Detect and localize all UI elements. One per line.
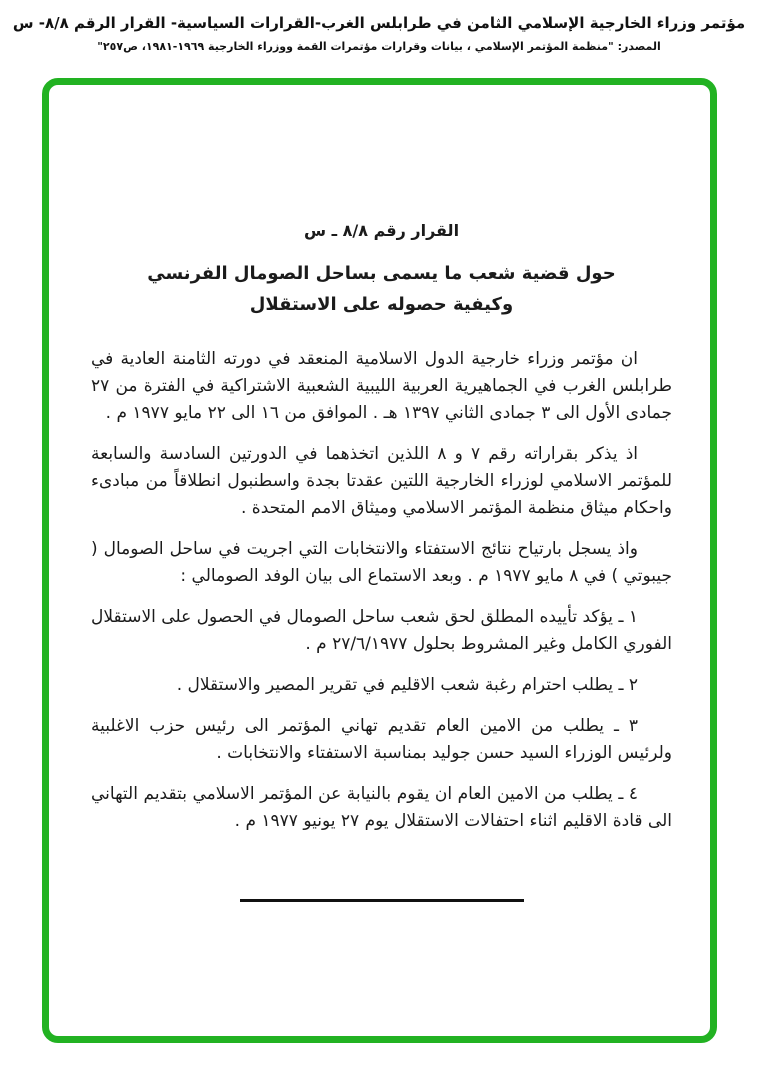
paragraph-preamble-2: اذ يذكر بقراراته رقم ٧ و ٨ اللذين اتخذهما في الدورتين السادسة والسابعة للمؤتمر الاسلامي لوزراء الخارجية اللتين عقدتا بجدة واسطنبول انطلاقاً من مبادىء واحكام ميثاق منظمة المؤتمر الاسلامي وميثاق الامم المتحدة . — [91, 444, 672, 518]
resolution-number: القرار رقم ٨/٨ ـ س — [303, 221, 460, 240]
paragraph-preamble-3: واذ يسجل بارتياح نتائج الاستفتاء والانتخابات التي اجريت في ساحل الصومال ( جيبوتي ) في ٨ مايو ١٩٧٧ م . وبعد الاستماع الى بيان الوفد الصومالي : — [91, 539, 672, 586]
resolution-item-1: ١ ـ يؤكد تأييده المطلق لحق شعب ساحل الصومال في الحصول على الاستقلال الفوري الكامل وغير المشروط بحلول ٢٧/٦/١٩٧٧ م . — [91, 607, 672, 654]
resolution-title-line-1: حول قضية شعب ما يسمى بساحل الصومال الفرنسي — [147, 263, 616, 284]
green-frame — [42, 78, 717, 1043]
resolution-item-3: ٣ ـ يطلب من الامين العام تقديم تهاني المؤتمر الى رئيس حزب الاغلبية ولرئيس الوزراء السيد حسن جوليد بمناسبة الاستفتاء والانتخابات . — [91, 716, 672, 763]
document-header — [0, 14, 758, 53]
paragraph-preamble-1: ان مؤتمر وزراء خارجية الدول الاسلامية المنعقد في دورته الثامنة العادية في طرابلس الغرب في الجماهيرية العربية الليبية الشعبية الاشتراكية في الفترة من ٢٧ جمادى الأول الى ٣ جمادى الثاني ١٣٩٧ هـ . الموافق من ١٦ الى ٢٢ مايو ١٩٧٧ م . — [91, 349, 672, 423]
resolution-title-line-2: وكيفية حصوله على الاستقلال — [249, 294, 514, 315]
header-title: مؤتمر وزراء الخارجية الإسلامي الثامن في طرابلس الغرب-القرارات السياسية- القرار الرقم ٨/٨- س — [12, 14, 746, 32]
header-source: المصدر: "منظمة المؤتمر الإسلامي ، بيانات وقرارات مؤتمرات القمة ووزراء الخارجية ١٩٦٩-١٩٨١، ص٢٥٧" — [97, 40, 661, 53]
resolution-title-block — [91, 217, 672, 320]
divider — [240, 899, 524, 902]
document-body — [91, 85, 672, 902]
resolution-item-2: ٢ ـ يطلب احترام رغبة شعب الاقليم في تقرير المصير والاستقلال . — [176, 675, 638, 695]
resolution-item-4: ٤ ـ يطلب من الامين العام ان يقوم بالنيابة عن المؤتمر الاسلامي بتقديم التهاني الى قادة الاقليم اثناء احتفالات الاستقلال يوم ٢٧ يونيو ١٩٧٧ م . — [91, 784, 672, 831]
